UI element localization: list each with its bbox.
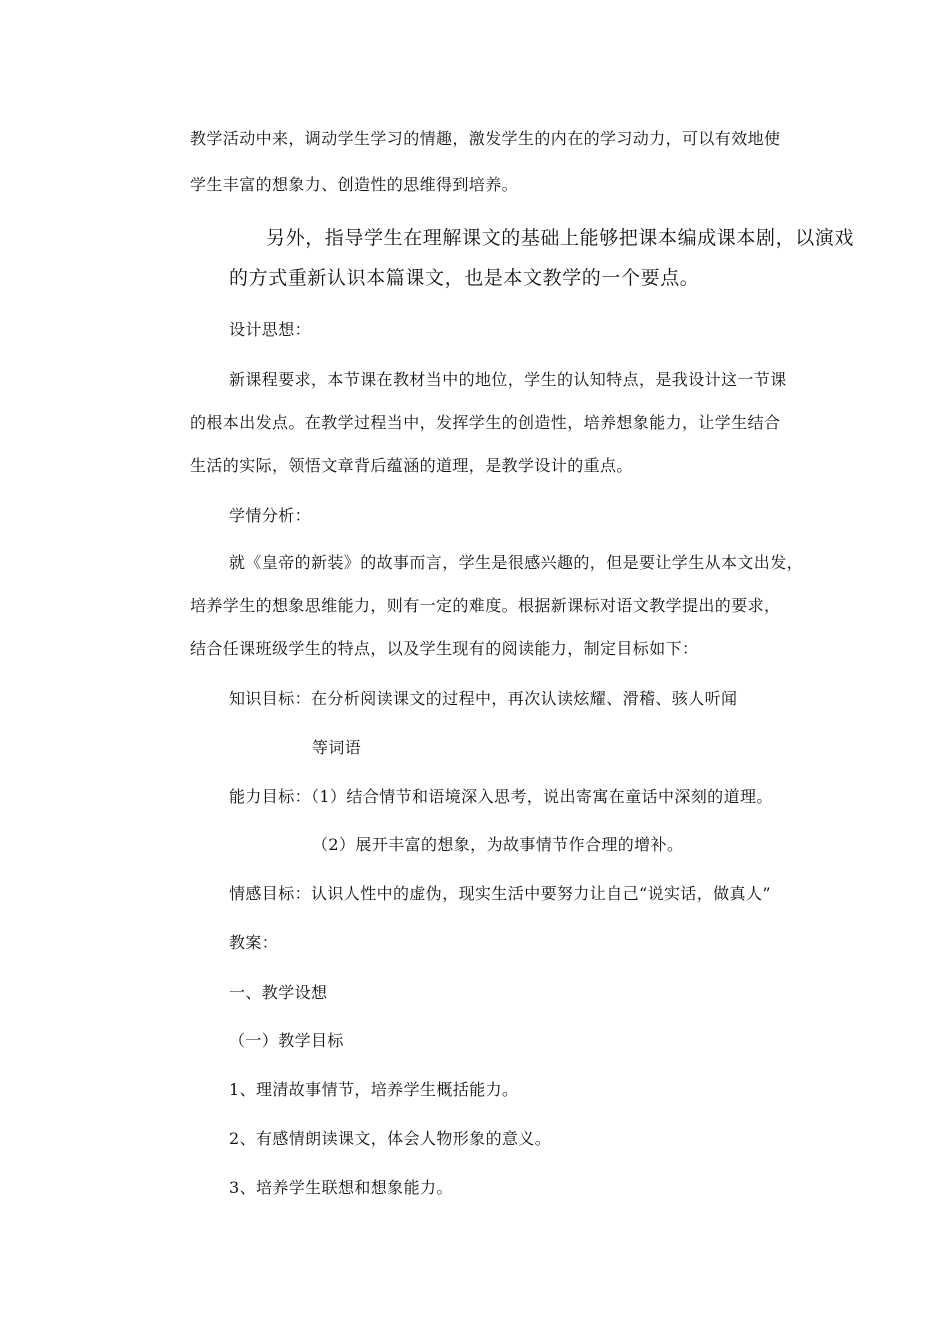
ability-goal-line1: 能力目标：（1）结合情节和语境深入思考，说出寄寓在童话中深刻的道理。 <box>229 787 773 806</box>
analysis-line1: 就《皇帝的新装》的故事而言，学生是很感兴趣的，但是要让学生从本文出发， <box>229 553 804 572</box>
para2-line1: 另外，指导学生在理解课文的基础上能够把课本编成课本剧，以演戏 <box>266 227 855 249</box>
design-heading: 设计思想： <box>229 320 312 339</box>
subsection-1-heading: （一）教学目标 <box>229 1031 344 1050</box>
plan-heading: 教案： <box>229 933 279 952</box>
para2-line2: 的方式重新认识本篇课文，也是本文教学的一个要点。 <box>229 267 700 289</box>
analysis-heading: 学情分析： <box>229 506 312 525</box>
para1-line2: 学生丰富的想象力、创造性的思维得到培养。 <box>190 175 519 194</box>
design-line1: 新课程要求，本节课在教材当中的地位，学生的认知特点，是我设计这一节课 <box>229 370 787 389</box>
analysis-line3: 结合任课班级学生的特点，以及学生现有的阅读能力，制定目标如下： <box>190 639 699 658</box>
para1-line1: 教学活动中来，调动学生学习的情趣，激发学生的内在的学习动力，可以有效地使 <box>190 129 781 148</box>
ability-goal-line2: （2）展开丰富的想象，为故事情节作合理的增补。 <box>312 835 684 854</box>
emotion-goal: 情感目标：认识人性中的虚伪，现实生活中要努力让自己“说实话，做真人” <box>229 884 771 903</box>
design-line3: 生活的实际，领悟文章背后蕴涵的道理，是教学设计的重点。 <box>190 456 633 475</box>
design-line2: 的根本出发点。在教学过程当中，发挥学生的创造性，培养想象能力，让学生结合 <box>190 413 781 432</box>
objective-item-3: 3、培养学生联想和想象能力。 <box>229 1178 453 1197</box>
objective-item-1: 1、理清故事情节，培养学生概括能力。 <box>229 1080 519 1099</box>
knowledge-goal-line2: 等词语 <box>312 738 362 757</box>
analysis-line2: 培养学生的想象思维能力，则有一定的难度。根据新课标对语文教学提出的要求， <box>190 596 781 615</box>
knowledge-goal-line1: 知识目标：在分析阅读课文的过程中，再次认读炫耀、滑稽、骇人听闻 <box>229 689 738 708</box>
section-1-heading: 一、教学设想 <box>229 983 328 1002</box>
objective-item-2: 2、有感情朗读课文，体会人物形象的意义。 <box>229 1129 552 1148</box>
